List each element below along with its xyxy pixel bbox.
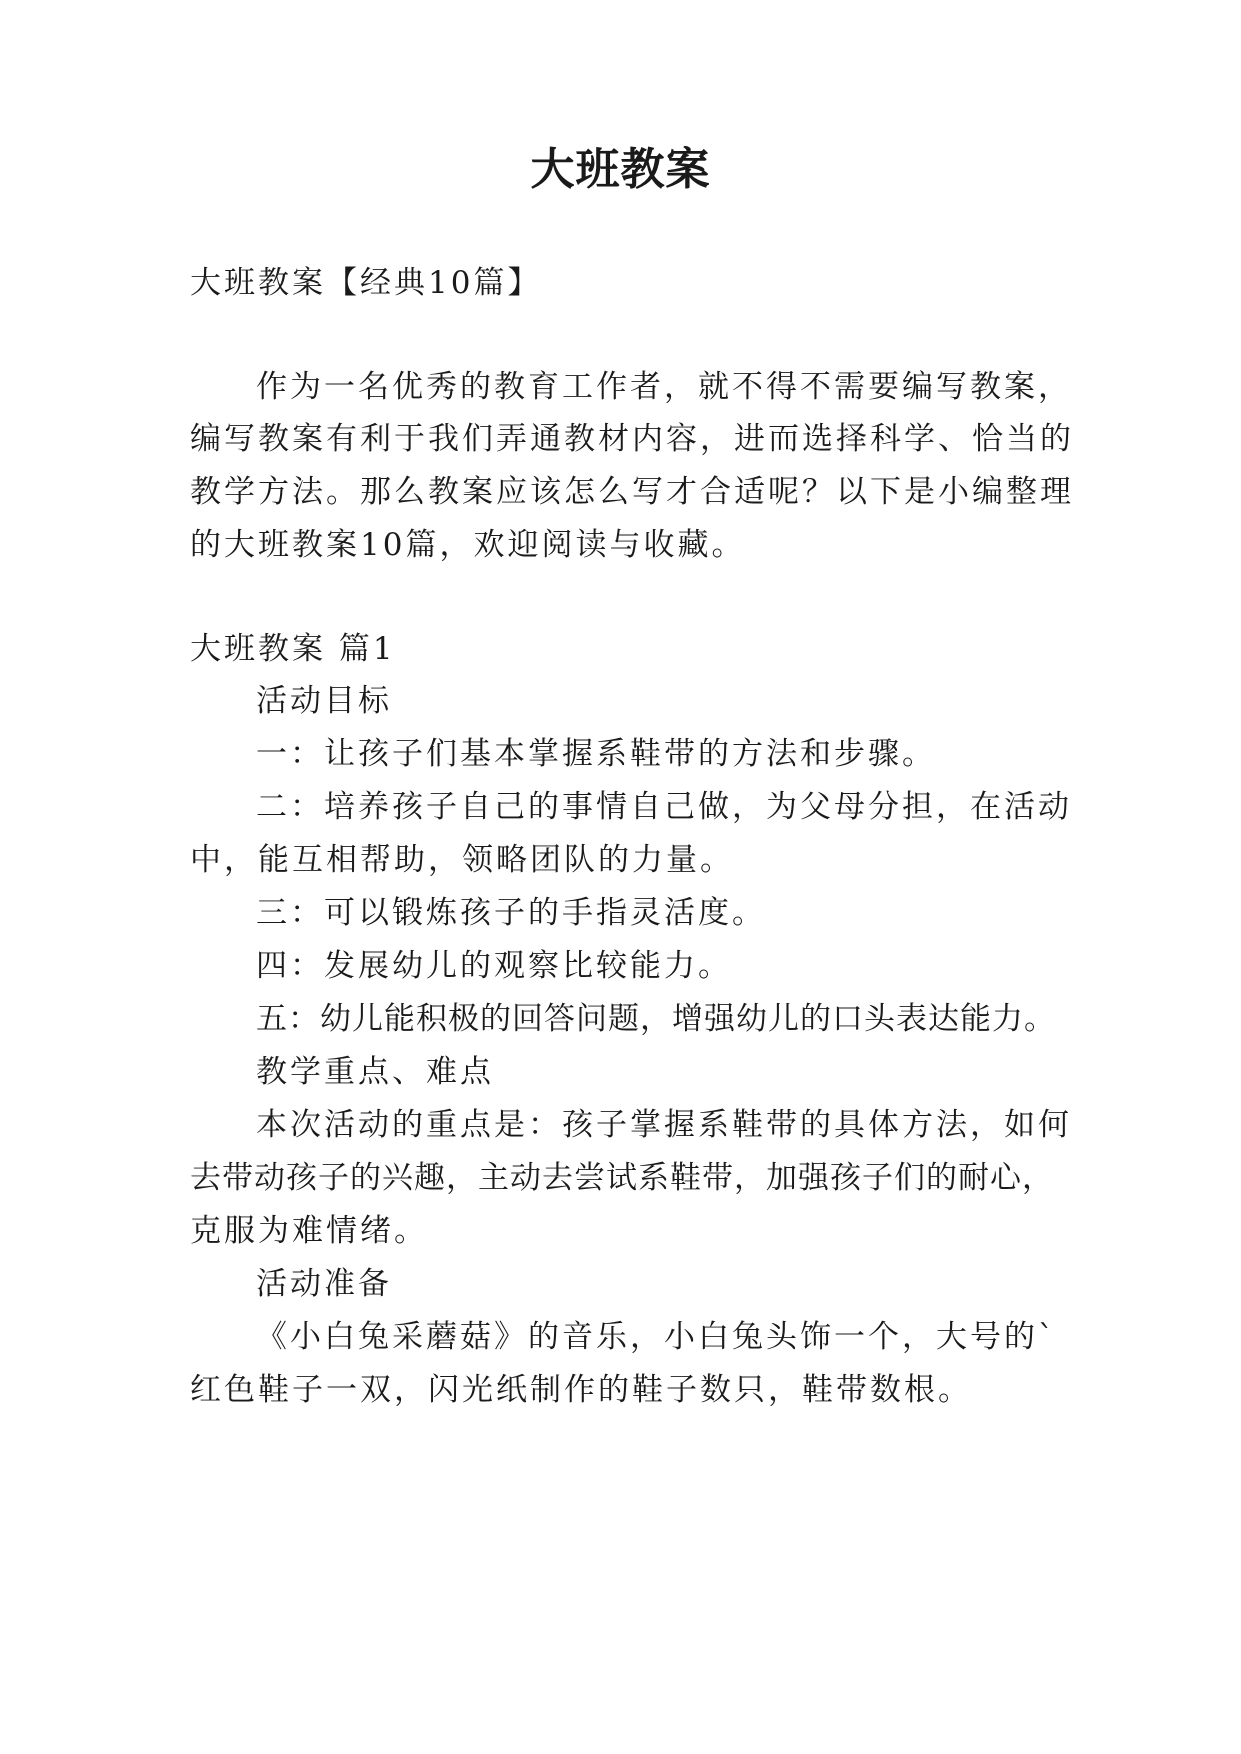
body-line: 本次活动的重点是：孩子掌握系鞋带的具体方法，如何: [256, 1107, 1072, 1143]
body-line: 中，能互相帮助，领略团队的力量。: [190, 842, 734, 878]
document-subtitle: 大班教案【经典10篇】: [190, 265, 542, 301]
body-line: 五：幼儿能积极的回答问题，增强幼儿的口头表达能力。: [256, 1001, 1056, 1037]
section-heading: 大班教案 篇1: [190, 631, 396, 667]
document-title: 大班教案: [530, 144, 711, 195]
body-line: 二：培养孩子自己的事情自己做，为父母分担，在活动: [256, 789, 1072, 825]
body-line: 红色鞋子一双，闪光纸制作的鞋子数只，鞋带数根。: [190, 1372, 972, 1408]
body-line: 活动准备: [256, 1266, 392, 1302]
intro-line: 的大班教案10篇，欢迎阅读与收藏。: [190, 527, 746, 563]
intro-line: 作为一名优秀的教育工作者，就不得不需要编写教案，: [256, 369, 1072, 405]
body-line: 教学重点、难点: [256, 1054, 494, 1090]
body-line: 活动目标: [256, 683, 392, 719]
intro-line: 教学方法。那么教案应该怎么写才合适呢？以下是小编整理: [190, 474, 1074, 510]
body-line: 去带动孩子的兴趣，主动去尝试系鞋带，加强孩子们的耐心，: [190, 1160, 1054, 1196]
intro-line: 编写教案有利于我们弄通教材内容，进而选择科学、恰当的: [190, 421, 1074, 457]
body-line: 一：让孩子们基本掌握系鞋带的方法和步骤。: [256, 736, 936, 772]
body-line: 《小白兔采蘑菇》的音乐，小白兔头饰一个，大号的`: [256, 1319, 1057, 1355]
body-line: 四：发展幼儿的观察比较能力。: [256, 948, 732, 984]
body-line: 克服为难情绪。: [190, 1213, 428, 1249]
body-line: 三：可以锻炼孩子的手指灵活度。: [256, 895, 766, 931]
